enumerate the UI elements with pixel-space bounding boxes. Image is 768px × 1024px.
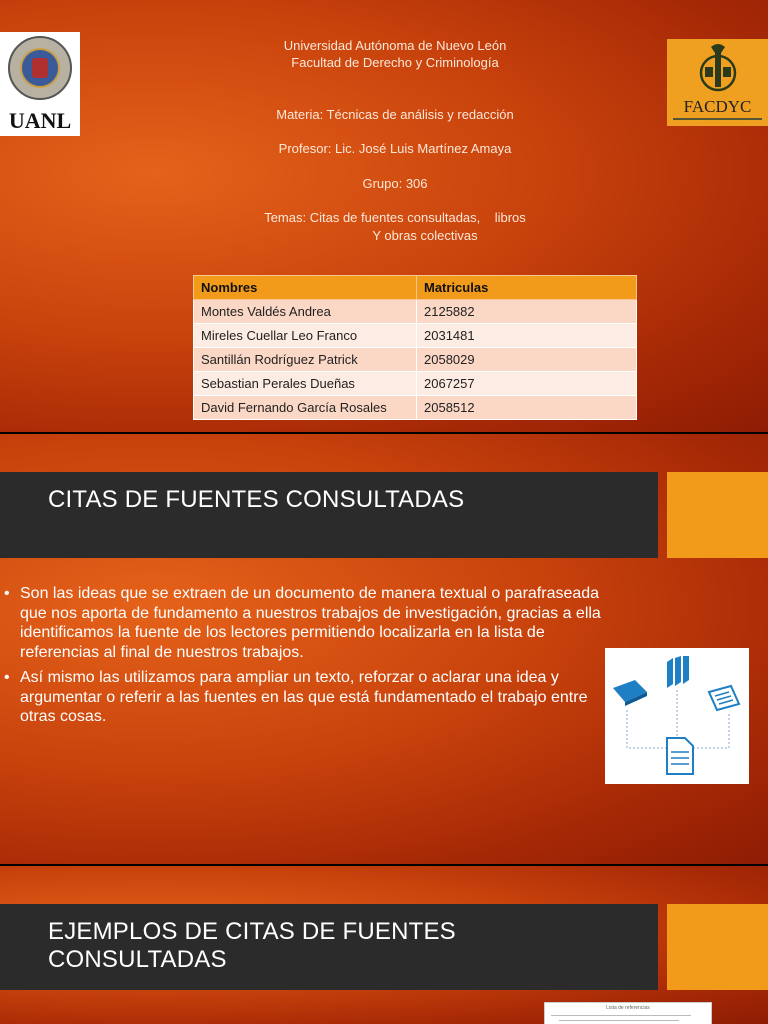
bullet-item — [4, 668, 602, 727]
table-row — [194, 348, 637, 372]
student-name: Sebastian Perales Dueñas — [194, 372, 417, 396]
examples-slide — [0, 866, 768, 1024]
uanl-seal-icon — [8, 36, 72, 100]
uanl-logo — [0, 32, 80, 136]
student-id: 2125882 — [417, 300, 637, 324]
faculty-name: Facultad de Derecho y Criminología — [291, 55, 499, 70]
column-header-nombres: Nombres — [194, 276, 417, 300]
reference-list-thumbnail — [544, 1002, 712, 1024]
bullet-text: Son las ideas que se extraen de un documento de manera textual o parafraseada que nos aporta de fundamento a nuestros trabajos de investigación, gracias a ella identificamos la fuente de los lectores permitiendo localizarla en la lista de referencias al final de nuestros trabajos. — [20, 585, 601, 661]
facdyc-logo-text: FACDYC — [683, 97, 752, 116]
group-line: Grupo: 306 — [362, 176, 428, 191]
table-row — [194, 300, 637, 324]
citations-slide — [0, 434, 768, 864]
slide-title: CITAS DE FUENTES CONSULTADAS — [0, 472, 658, 558]
references-illustration — [605, 648, 749, 784]
table-row — [194, 324, 637, 348]
table-row — [194, 372, 637, 396]
books-icon — [667, 656, 689, 688]
title-slide — [0, 0, 768, 432]
accent-block — [667, 472, 768, 558]
topics-line-1: Temas: Citas de fuentes consultadas, libros — [264, 210, 526, 225]
uanl-logo-text: UANL — [8, 108, 72, 133]
students-table — [193, 275, 637, 420]
bullet-list — [4, 584, 602, 733]
student-id: 2058512 — [417, 396, 637, 420]
topics-line-2: Y obras colectivas — [372, 228, 478, 243]
student-id: 2031481 — [417, 324, 637, 348]
bullet-glyph: • — [4, 669, 10, 686]
student-id: 2058029 — [417, 348, 637, 372]
student-name: Santillán Rodríguez Patrick — [194, 348, 417, 372]
professor-line: Profesor: Lic. José Luis Martínez Amaya — [278, 141, 512, 156]
student-name: David Fernando García Rosales — [194, 396, 417, 420]
torch-emblem-icon — [697, 43, 739, 95]
subject-line: Materia: Técnicas de análisis y redacción — [276, 107, 514, 122]
slide-title — [0, 904, 658, 990]
student-name: Mireles Cuellar Leo Franco — [194, 324, 417, 348]
student-id: 2067257 — [417, 372, 637, 396]
facdyc-logo — [667, 39, 768, 126]
bullet-item — [4, 584, 602, 662]
bullet-text: Así mismo las utilizamos para ampliar un texto, reforzar o aclarar una idea y argumentar o referir a las fuentes en las que está fundamentado el trabajo entre otras cosas. — [20, 669, 588, 725]
accent-block — [667, 904, 768, 990]
bullet-glyph: • — [4, 585, 10, 602]
reference-list-title: Lista de referencias — [606, 1005, 650, 1011]
slide-title-line-1: EJEMPLOS DE CITAS DE FUENTES — [48, 918, 456, 945]
slide-title-line-2: CONSULTADAS — [48, 946, 227, 973]
book-icon — [613, 680, 647, 706]
document-icon — [667, 738, 693, 774]
university-name: Universidad Autónoma de Nuevo León — [283, 38, 507, 53]
column-header-matriculas: Matriculas — [417, 276, 637, 300]
newspaper-icon — [709, 686, 739, 710]
table-row — [194, 396, 637, 420]
table-header-row — [194, 276, 637, 300]
student-name: Montes Valdés Andrea — [194, 300, 417, 324]
